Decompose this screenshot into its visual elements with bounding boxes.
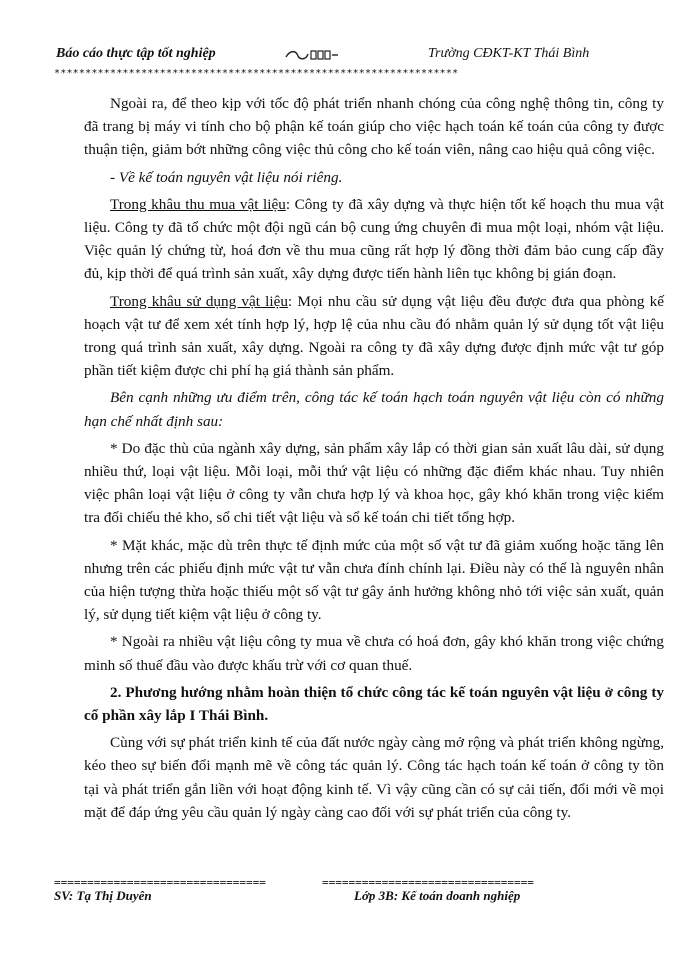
page-header bbox=[56, 46, 656, 68]
paragraph-italic: Bên cạnh những ưu điểm trên, công tác kế toán hạch toán nguyên vật liệu còn có những hạn chế nhất định sau: bbox=[84, 389, 664, 430]
document-body bbox=[84, 92, 664, 828]
student-name: SV: Tạ Thị Duyên bbox=[54, 888, 152, 903]
paragraph-text: : Công ty đã xây dựng và thực hiện tốt kế hoạch thu mua vật liệu. Công ty đã tổ chức một đội ngũ cán bộ cung ứng chuyên đi mua một loại, nhóm vật liệu. Việc quản lý chứng từ, hoá đơn về thu mua cũng rất hợp lý đồng thời đảm bảo cung cấp đầy đủ, kịp thời để quá trình sản xuất, xây dựng được tiến hành liên tục không bị gián đoạn. bbox=[84, 195, 664, 283]
class-name: Lớp 3B: Kế toán doanh nghiệp bbox=[354, 888, 521, 903]
paragraph bbox=[84, 290, 664, 383]
footer-line-left: ================================ bbox=[54, 876, 266, 889]
header-separator: ***************************************************************** bbox=[54, 68, 459, 79]
bullet-paragraph: * Mặt khác, mặc dù trên thực tế định mức của một số vật tư đã giảm xuống hoặc tăng lên nhưng trên các phiếu định mức vật tư vẫn chưa đính chính lại. Điều này có thể là nguyên nhân của hiện tượng thừa hoặc thiếu một số vật tư gây ảnh hưởng không nhỏ tới việc sản xuất, quản lý, sử dụng tiết kiệm vật liệu ở công ty. bbox=[84, 536, 664, 624]
footer-line-right: ================================ bbox=[322, 876, 534, 889]
paragraph bbox=[84, 193, 664, 286]
paragraph: Ngoài ra, để theo kịp với tốc độ phát triển nhanh chóng của công nghệ thông tin, công ty đã trang bị máy vi tính cho bộ phận kế toán giúp cho việc hạch toán kế toán của công ty được thuận tiện, giảm bớt những công việc thủ công cho kế toán viên, nâng cao hiệu quả công việc. bbox=[84, 95, 664, 159]
report-title: Báo cáo thực tập tốt nghiệp bbox=[56, 46, 216, 61]
paragraph-text: : Mọi nhu cầu sử dụng vật liệu đều được đưa qua phòng kế hoạch vật tư để xem xét tính hợp lý, hợp lệ của nhu cầu đó nhằm quản lý sử dụng tốt vật liệu trong quá trình sản xuất, xây dựng. Ngoài ra công ty đã xây dựng được định mức vật tư góp phần tiết kiệm được chi phí hạ giá thành sản phẩm. bbox=[84, 292, 664, 380]
underlined-lead: Trong khâu sử dụng vật liệu bbox=[110, 292, 288, 310]
bullet-paragraph: * Do đặc thù của ngành xây dựng, sản phẩm xây lắp có thời gian sản xuất lâu dài, sử dụng nhiều thứ, loại vật liệu. Mỗi loại, mỗi thứ vật liệu có những đặc điểm khác nhau. Tuy nhiên việc phân loại vật liệu ở công ty vẫn chưa hợp lý và khoa học, gây khó khăn trong việc kiểm tra đối chiếu thẻ kho, sổ chi tiết vật liệu và sổ kế toán chi tiết tổng hợp. bbox=[84, 439, 664, 527]
underlined-lead: Trong khâu thu mua vật liệu bbox=[110, 195, 286, 213]
section-subheading: - Về kế toán nguyên vật liệu nói riêng. bbox=[110, 168, 343, 186]
school-name: Trường CĐKT-KT Thái Bình bbox=[428, 46, 590, 61]
ornament-icon bbox=[284, 48, 340, 62]
section-heading: 2. Phương hướng nhằm hoàn thiện tổ chức công tác kế toán nguyên vật liệu ở công ty cổ phần xây lắp I Thái Bình. bbox=[84, 683, 664, 725]
paragraph: Cùng với sự phát triển kinh tế của đất nước ngày càng mở rộng và phát triển không ngừng, kéo theo sự biến đổi mạnh mẽ về công tác quản lý. Công tác hạch toán kế toán ở công ty tồn tại và phát triển gắn liền với hoạt động kinh tế. Vì vậy cũng cần có sự cải tiến, đổi mới về mọi mặt để đáp ứng yêu cầu quản lý ngày càng cao đối với sự phát triển của công ty. bbox=[84, 734, 664, 821]
bullet-paragraph: * Ngoài ra nhiều vật liệu công ty mua về chưa có hoá đơn, gây khó khăn trong việc chứng minh số thuế đầu vào được khấu trừ với cơ quan thuế. bbox=[84, 633, 664, 674]
